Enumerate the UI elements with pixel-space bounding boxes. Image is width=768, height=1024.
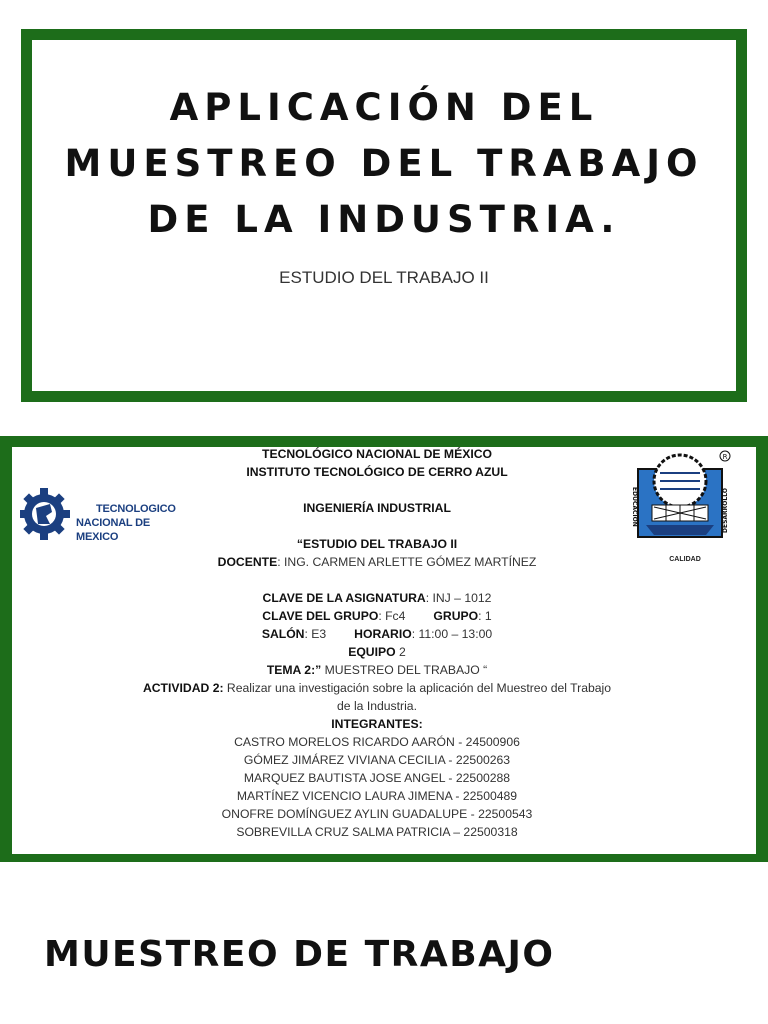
tema-label: TEMA 2:” (266, 663, 322, 677)
tecnm-gear-logo-icon (20, 466, 72, 556)
member-item: MARQUEZ BAUTISTA JOSE ANGEL - 22500288 (243, 771, 511, 785)
main-title-line-3: DE LA INDUSTRIA. (147, 198, 621, 241)
member-item: SOBREVILLA CRUZ SALMA PATRICIA – 22500318 (236, 825, 518, 839)
itca-logo-registered-mark: R (722, 453, 728, 461)
actividad-line (142, 679, 612, 715)
equipo-value: 2 (395, 645, 406, 659)
clave-asignatura-value: : INJ – 1012 (425, 591, 492, 605)
info-card (0, 436, 768, 862)
equipo-label: EQUIPO (348, 645, 396, 659)
member-item: MARTÍNEZ VICENCIO LAURA JIMENA - 22500489 (236, 789, 518, 803)
career-name: INGENIERÍA INDUSTRIAL (303, 501, 451, 515)
subtitle: ESTUDIO DEL TRABAJO II (279, 268, 489, 287)
grupo-value: : 1 (478, 609, 492, 623)
course-name: “ESTUDIO DEL TRABAJO II (296, 537, 458, 551)
actividad-label: ACTIVIDAD 2: (142, 681, 224, 695)
docente-label: DOCENTE (217, 555, 278, 569)
itca-logo-side-right: DESARROLLO (722, 488, 729, 533)
grupo-label: GRUPO (433, 609, 479, 623)
horario-value: : 11:00 – 13:00 (411, 627, 493, 641)
itca-logo (630, 447, 740, 567)
main-title-line-1: APLICACIÓN DEL (169, 86, 599, 129)
info-card-content (12, 447, 756, 854)
section-heading: MUESTREO DE TRABAJO (44, 934, 555, 975)
salon-label: SALÓN (261, 627, 305, 641)
equipo-line (142, 643, 612, 661)
integrantes-colon: : (418, 717, 423, 731)
itca-shield-logo-icon (630, 447, 740, 555)
member-item: GÓMEZ JIMÁREZ VIVIANA CECILIA - 22500263 (243, 753, 511, 767)
member-item: ONOFRE DOMÍNGUEZ AYLIN GUADALUPE - 22500543 (221, 807, 533, 821)
itca-logo-caption: CALIDAD (669, 556, 701, 563)
docente-line (142, 553, 612, 571)
horario-label: HORARIO (354, 627, 412, 641)
integrantes-heading (142, 715, 612, 733)
info-text-block (142, 447, 612, 841)
clave-asignatura-line (142, 589, 612, 607)
integrantes-label: INTEGRANTES (331, 717, 419, 731)
salon-value: : E3 (304, 627, 327, 641)
institution-name: TECNOLÓGICO NACIONAL DE MÉXICO (262, 447, 492, 461)
title-card (21, 29, 747, 402)
itca-logo-side-left: EDUCACION (631, 487, 638, 527)
main-title (32, 80, 736, 248)
actividad-value: Realizar una investigación sobre la aplicación del Muestreo del Trabajo de la Industria. (223, 681, 612, 713)
member-item: CASTRO MORELOS RICARDO AARÓN - 24500906 (234, 735, 520, 749)
main-title-line-2: MUESTREO DEL TRABAJO (64, 142, 704, 185)
tema-line (142, 661, 612, 679)
tema-value: MUESTREO DEL TRABAJO “ (321, 663, 488, 677)
institute-name: INSTITUTO TECNOLÓGICO DE CERRO AZUL (246, 465, 508, 479)
salon-line (142, 625, 612, 643)
clave-grupo-value: : Fc4 (378, 609, 406, 623)
clave-grupo-label: CLAVE DEL GRUPO (262, 609, 379, 623)
tecnm-logo-text-line-2: NACIONAL DE MEXICO (76, 517, 150, 543)
clave-grupo-line (142, 607, 612, 625)
clave-asignatura-label: CLAVE DE LA ASIGNATURA (262, 591, 426, 605)
tecnm-logo-text-line-1: TECNOLOGICO (96, 503, 176, 515)
docente-value: : ING. CARMEN ARLETTE GÓMEZ MARTÍNEZ (277, 555, 537, 569)
